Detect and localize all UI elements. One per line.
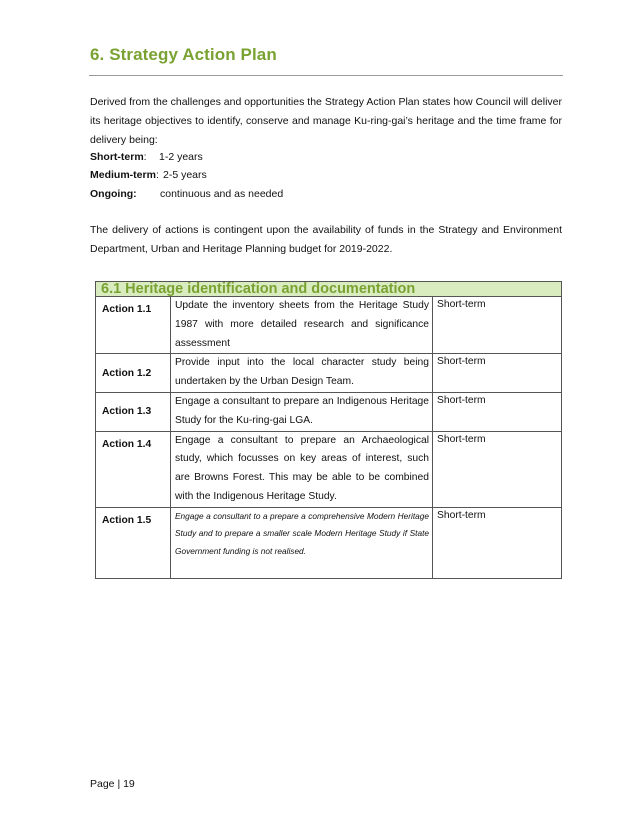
term-medium: Medium-term: 2-5 years bbox=[90, 166, 159, 185]
table-header-row bbox=[96, 282, 562, 297]
action-id-cell bbox=[96, 392, 171, 431]
table-row bbox=[96, 297, 562, 354]
table-title: 6.1 Heritage identification and documentation bbox=[96, 282, 562, 297]
action-description: Engage a consultant to prepare an Archaeological study, which focusses on key areas of interest, such are Browns Forest. This may be able to be combined with the Indigenous Heritage Study. bbox=[175, 434, 429, 502]
page-heading: 6. Strategy Action Plan bbox=[90, 45, 277, 64]
term-label: Medium-term bbox=[90, 169, 156, 181]
intro-paragraph: Derived from the challenges and opportunities the Strategy Action Plan states how Council will deliver its heritage objectives to identify, conserve and manage Ku-ring-gai’s heritage and the time frame for delivery being: bbox=[90, 96, 562, 146]
action-term-cell: Short-term bbox=[433, 354, 562, 393]
action-term-cell: Short-term bbox=[433, 297, 562, 354]
term-short: Short-term: 1-2 years bbox=[90, 148, 147, 167]
delivery-paragraph: The delivery of actions is contingent upon the availability of funds in the Strategy and Environment Department, Urban and Heritage Planning budget for 2019-2022. bbox=[90, 224, 562, 255]
action-id-cell bbox=[96, 297, 171, 354]
action-id-cell bbox=[96, 354, 171, 393]
term-value: continuous and as needed bbox=[160, 188, 284, 200]
action-description-cell bbox=[171, 392, 433, 431]
action-id-cell bbox=[96, 507, 171, 578]
term-value: 1-2 years bbox=[159, 151, 203, 163]
action-description-cell bbox=[171, 431, 433, 507]
action-id: Action 1.5 bbox=[102, 514, 152, 526]
heading-divider bbox=[89, 75, 563, 76]
action-id: Action 1.4 bbox=[102, 438, 152, 450]
action-description: Engage a consultant to prepare an Indigenous Heritage Study for the Ku-ring-gai LGA. bbox=[175, 395, 429, 426]
action-description-cell bbox=[171, 507, 433, 578]
action-term-cell: Short-term bbox=[433, 431, 562, 507]
table-row bbox=[96, 354, 562, 393]
action-description-cell bbox=[171, 354, 433, 393]
action-term-cell: Short-term bbox=[433, 507, 562, 578]
term-label: Short-term bbox=[90, 151, 144, 163]
action-id: Action 1.3 bbox=[102, 406, 152, 418]
table-row bbox=[96, 431, 562, 507]
action-description: Update the inventory sheets from the Heritage Study 1987 with more detailed research and significance assessment bbox=[175, 300, 429, 349]
page-number: Page | 19 bbox=[90, 778, 135, 790]
action-table bbox=[95, 281, 562, 579]
action-id: Action 1.2 bbox=[102, 367, 152, 379]
action-id-cell bbox=[96, 431, 171, 507]
action-term-cell: Short-term bbox=[433, 392, 562, 431]
action-id: Action 1.1 bbox=[102, 304, 152, 315]
table-row bbox=[96, 507, 562, 578]
term-ongoing bbox=[90, 185, 284, 204]
term-value: 2-5 years bbox=[163, 169, 207, 181]
table-row bbox=[96, 392, 562, 431]
action-description: Provide input into the local character study being undertaken by the Urban Design Team. bbox=[175, 357, 429, 388]
term-label: Ongoing: bbox=[90, 188, 137, 200]
action-description-cell bbox=[171, 297, 433, 354]
action-description: Engage a consultant to a prepare a comprehensive Modern Heritage Study and to prepare a smaller scale Modern Heritage Study if State Government funding is not realised. bbox=[175, 510, 429, 556]
